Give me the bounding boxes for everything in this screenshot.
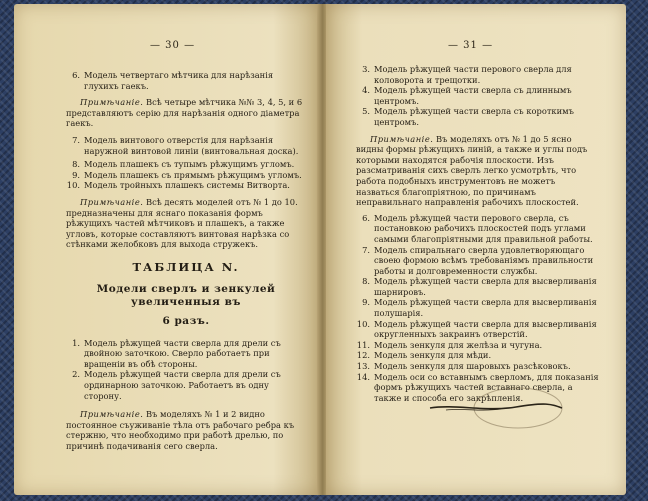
- list-item: 1. Модель рѣжущей части сверла для дрели съ двойною заточкою. Сверло работаетъ при вращеніи въ обѣ стороны.: [72, 337, 281, 369]
- list-item: 8. Модель плашекъ съ тупымъ рѣжущимъ угломъ.: [72, 159, 295, 170]
- list-item: 6. Модель четвертаго мѣтчика для нарѣзанія глухихъ гаекъ.: [72, 70, 274, 91]
- list-item: 13. Модель зенкуля для шаровыхъ разсѣковокъ.: [356, 361, 571, 372]
- list-item: 11. Модель зенкуля для желѣза и чугуна.: [356, 339, 543, 350]
- table-title: ТАБЛИЦА N.: [132, 260, 240, 274]
- ink-stamp-mark: [426, 382, 566, 434]
- page-number: — 30 —: [150, 40, 196, 51]
- note-paragraph: Примѣчаніе. Всѣ десять моделей отъ № 1 до 10. предназначены для яснаго показанія формъ рѣжущихъ частей мѣтчиковъ и плашекъ, а также угловъ, которые составляютъ винтовая нарѣзка со стѣнками желобковъ для выхода стружекъ.: [66, 196, 298, 250]
- list-item: 10. Модель тройныхъ плашекъ системы Витворта.: [66, 180, 290, 191]
- list-item: 9. Модель рѣжущей части сверла для высверливанія полушарія.: [362, 297, 597, 319]
- list-item: 6. Модель рѣжущей части перового сверла, съ постановкою рабочихъ плоскостей подъ углами самыми благопріятными для правильной работы.: [362, 212, 593, 244]
- list-item: 3. Модель рѣжущей части перового сверла для коловорота и трещотки.: [362, 64, 572, 85]
- list-item: 8. Модель рѣжущей части сверла для высверливанія шарнировъ.: [362, 276, 597, 297]
- right-text: [356, 64, 601, 403]
- note-paragraph: Примѣчаніе. Въ моделяхъ отъ № 1 до 5 ясно видны формы рѣжущихъ линій, а также и углы подъ которыми находятся рабочія плоскости. Изъ разсматриванія сихъ сверлъ легко усмотрѣть, что работа подобныхъ инструментовъ не можетъ назваться благопріятною, по причинамъ неправильнаго направленія рабочихъ плоскостей.: [356, 133, 588, 208]
- table-subtitle: Модели сверлъ и зенкулей увеличенныя въ: [96, 282, 276, 308]
- right-page: [326, 4, 626, 495]
- list-item: 10. Модель рѣжущей части сверла для высверливанія округленныхъ закраинъ отверстій.: [356, 318, 597, 340]
- list-item: 12. Модель зенкуля для мѣди.: [356, 350, 492, 361]
- list-item: 4. Модель рѣжущей части сверла съ длиннымъ центромъ.: [362, 85, 572, 106]
- table-section: [66, 262, 306, 452]
- note-paragraph: Примѣчаніе. Въ моделяхъ № 1 и 2 видно постоянное съуживаніе тѣла отъ рабочаго ребра къ стержню, что необходимо при работѣ дрелью, по причинѣ подачиванія сего сверла.: [66, 409, 295, 451]
- list-item: 7. Модель винтового отверстія для нарѣзанія наружной винтовой линіи (винтовальная доска).: [72, 134, 299, 156]
- left-page: [14, 4, 319, 495]
- list-item: 9. Модель плашекъ съ прямымъ рѣжущимъ угломъ.: [72, 169, 302, 180]
- page-number: — 31 —: [448, 40, 494, 51]
- note-paragraph: Примѣчаніе. Всѣ четыре мѣтчика №№ 3, 4, 5, и 6 представляютъ серію для нарѣзанія одного діаметра гаекъ.: [66, 97, 303, 129]
- list-item: 14. Модель оси со вставнымъ сверломъ, для показанія формъ рѣжущихъ частей вставнаго сверла, а также и способа его закрѣпленія.: [356, 371, 599, 403]
- list-item: 2. Модель рѣжущей части сверла для дрели съ ординарною заточкою. Работаетъ въ одну сторону.: [72, 369, 281, 401]
- list-item: 7. Модель спиральнаго сверла удовлетворяющаго своею формою всѣмъ требованіямъ правильности работы и долговременности службы.: [362, 244, 594, 276]
- list-item: 5. Модель рѣжущей части сверла съ короткимъ центромъ.: [362, 106, 574, 127]
- left-text-upper: [66, 70, 306, 250]
- table-subtitle-scale: 6 разъ.: [162, 314, 210, 327]
